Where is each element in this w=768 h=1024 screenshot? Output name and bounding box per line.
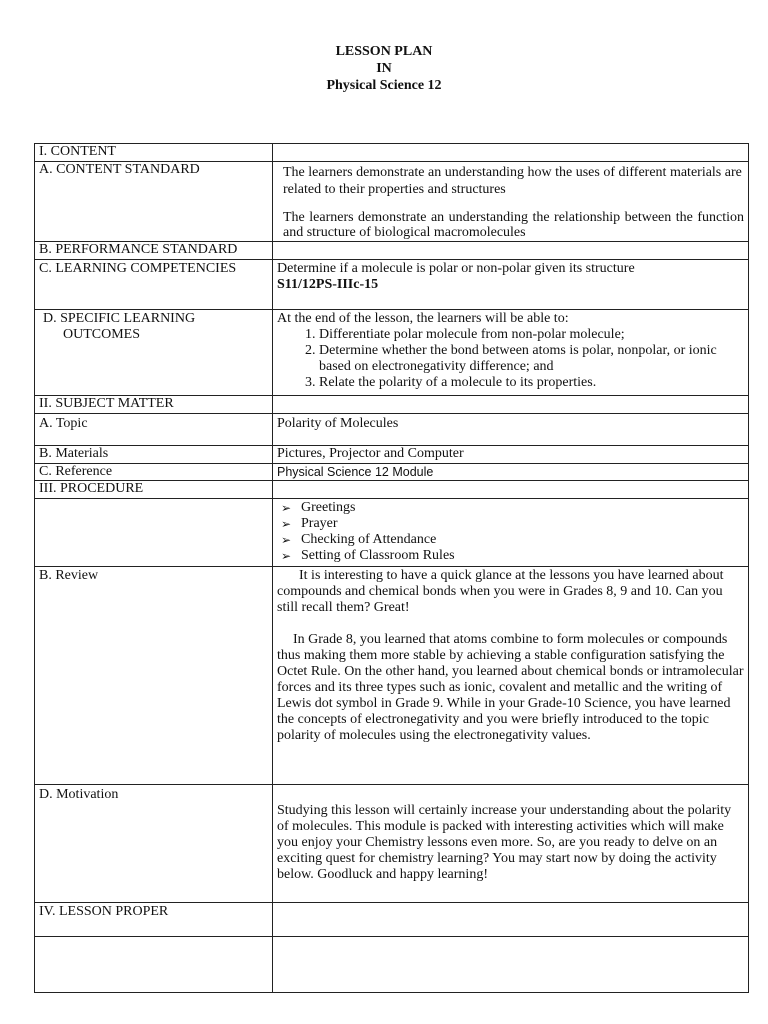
outcomes-list xyxy=(277,327,744,391)
subject-matter-value xyxy=(273,396,749,414)
document-title-line2: IN xyxy=(376,61,392,76)
table-row-procedure xyxy=(35,481,749,499)
performance-standard-label: B. PERFORMANCE STANDARD xyxy=(35,242,273,260)
materials-value: Pictures, Projector and Computer xyxy=(273,446,749,464)
review-para1: It is interesting to have a quick glance at the lessons you have learned about compounds and chemical bonds when you were in Grades 8, 9 and 10. Can you still recall them? Great! xyxy=(277,568,724,615)
competencies-text: Determine if a molecule is polar or non-polar given its structure xyxy=(277,261,635,276)
table-row-lesson-proper xyxy=(35,903,749,937)
preliminary-cell xyxy=(273,499,749,567)
list-item xyxy=(279,516,744,532)
competencies-label: C. LEARNING COMPETENCIES xyxy=(35,260,273,310)
content-standard-para2: The learners demonstrate an understanding the relationship between the function and structure of biological macromolecules xyxy=(283,210,744,240)
review-para2: In Grade 8, you learned that atoms combine to form molecules or compounds thus making them more stable by achieving a stable configuration satisfying the Octet Rule. On the other hand, you learned about chemical bonds or intramolecular forces and its three types such as ionic, covalent and metallic and the writing of Lewis dot symbol in Grade 9. While in your Grade-10 Science, you have learned the concepts of electronegativity and you were briefly introduced to the topic polarity of molecules using the electronegativity values. xyxy=(277,632,744,743)
table-row-review xyxy=(35,567,749,785)
arrow-bullet-icon: ➢ xyxy=(281,549,292,563)
table-row-preliminary xyxy=(35,499,749,567)
outcomes-label-line2: OUTCOMES xyxy=(63,327,141,342)
subject-matter-label: II. SUBJECT MATTER xyxy=(35,396,273,414)
reference-value: Physical Science 12 Module xyxy=(273,464,749,481)
table-row-materials xyxy=(35,446,749,464)
list-item xyxy=(279,532,744,548)
table-row-motivation xyxy=(35,785,749,903)
preliminary-item-text: Greetings xyxy=(301,500,356,515)
table-row-topic xyxy=(35,414,749,446)
content-value xyxy=(273,144,749,162)
empty-cell-left xyxy=(35,937,273,993)
motivation-label: D. Motivation xyxy=(35,785,273,903)
preliminary-list xyxy=(277,500,744,564)
arrow-bullet-icon: ➢ xyxy=(281,533,292,547)
competency-code: S11/12PS-IIIc-15 xyxy=(277,277,379,292)
table-row-performance-standard xyxy=(35,242,749,260)
preliminary-item-text: Checking of Attendance xyxy=(301,532,437,547)
motivation-text: Studying this lesson will certainly increase your understanding about the polarity of molecules. This module is packed with interesting activities which will make you enjoy your Chemistry lessons even more. So, are you ready to delve on an exciting quest for chemistry learning? You may start now by doing the activity below. Goodluck and happy learning! xyxy=(277,803,732,882)
content-standard-label: A. CONTENT STANDARD xyxy=(35,162,273,242)
preliminary-item-text: Prayer xyxy=(301,516,338,531)
outcome-item: 1. Differentiate polar molecule from non-polar molecule; xyxy=(319,327,744,343)
list-item xyxy=(279,500,744,516)
table-row-content xyxy=(35,144,749,162)
table-row-competencies xyxy=(35,260,749,310)
lesson-proper-label: IV. LESSON PROPER xyxy=(35,903,273,937)
table-row-content-standard xyxy=(35,162,749,242)
preliminary-item-text: Setting of Classroom Rules xyxy=(301,548,455,563)
outcomes-intro: At the end of the lesson, the learners will be able to: xyxy=(277,311,569,326)
outcomes-label xyxy=(35,310,273,396)
lesson-plan-table xyxy=(34,143,749,993)
motivation-cell xyxy=(273,785,749,903)
topic-value: Polarity of Molecules xyxy=(273,414,749,446)
reference-label: C. Reference xyxy=(35,464,273,481)
procedure-value xyxy=(273,481,749,499)
table-row-outcomes xyxy=(35,310,749,396)
preliminary-label xyxy=(35,499,273,567)
review-cell xyxy=(273,567,749,785)
procedure-label: III. PROCEDURE xyxy=(35,481,273,499)
document-title-line3: Physical Science 12 xyxy=(326,78,442,93)
empty-cell-right xyxy=(273,937,749,993)
table-row-reference xyxy=(35,464,749,481)
outcomes-cell xyxy=(273,310,749,396)
review-label: B. Review xyxy=(35,567,273,785)
content-label: I. CONTENT xyxy=(35,144,273,162)
content-standard-cell xyxy=(273,162,749,242)
table-row-subject-matter xyxy=(35,396,749,414)
arrow-bullet-icon: ➢ xyxy=(281,501,292,515)
lesson-proper-value xyxy=(273,903,749,937)
list-item xyxy=(279,548,744,564)
outcomes-label-line1: D. SPECIFIC LEARNING xyxy=(43,311,196,326)
materials-label: B. Materials xyxy=(35,446,273,464)
document-title-line1: LESSON PLAN xyxy=(335,44,433,59)
competencies-cell xyxy=(273,260,749,310)
topic-label: A. Topic xyxy=(35,414,273,446)
table-row-empty xyxy=(35,937,749,993)
outcome-item: 2. Determine whether the bond between atoms is polar, nonpolar, or ionic based on electronegativity difference; and xyxy=(319,343,744,375)
performance-standard-value xyxy=(273,242,749,260)
outcome-item: 3. Relate the polarity of a molecule to its properties. xyxy=(319,375,744,391)
content-standard-para1: The learners demonstrate an understanding how the uses of different materials are related to their properties and structures xyxy=(283,165,742,197)
arrow-bullet-icon: ➢ xyxy=(281,517,292,531)
